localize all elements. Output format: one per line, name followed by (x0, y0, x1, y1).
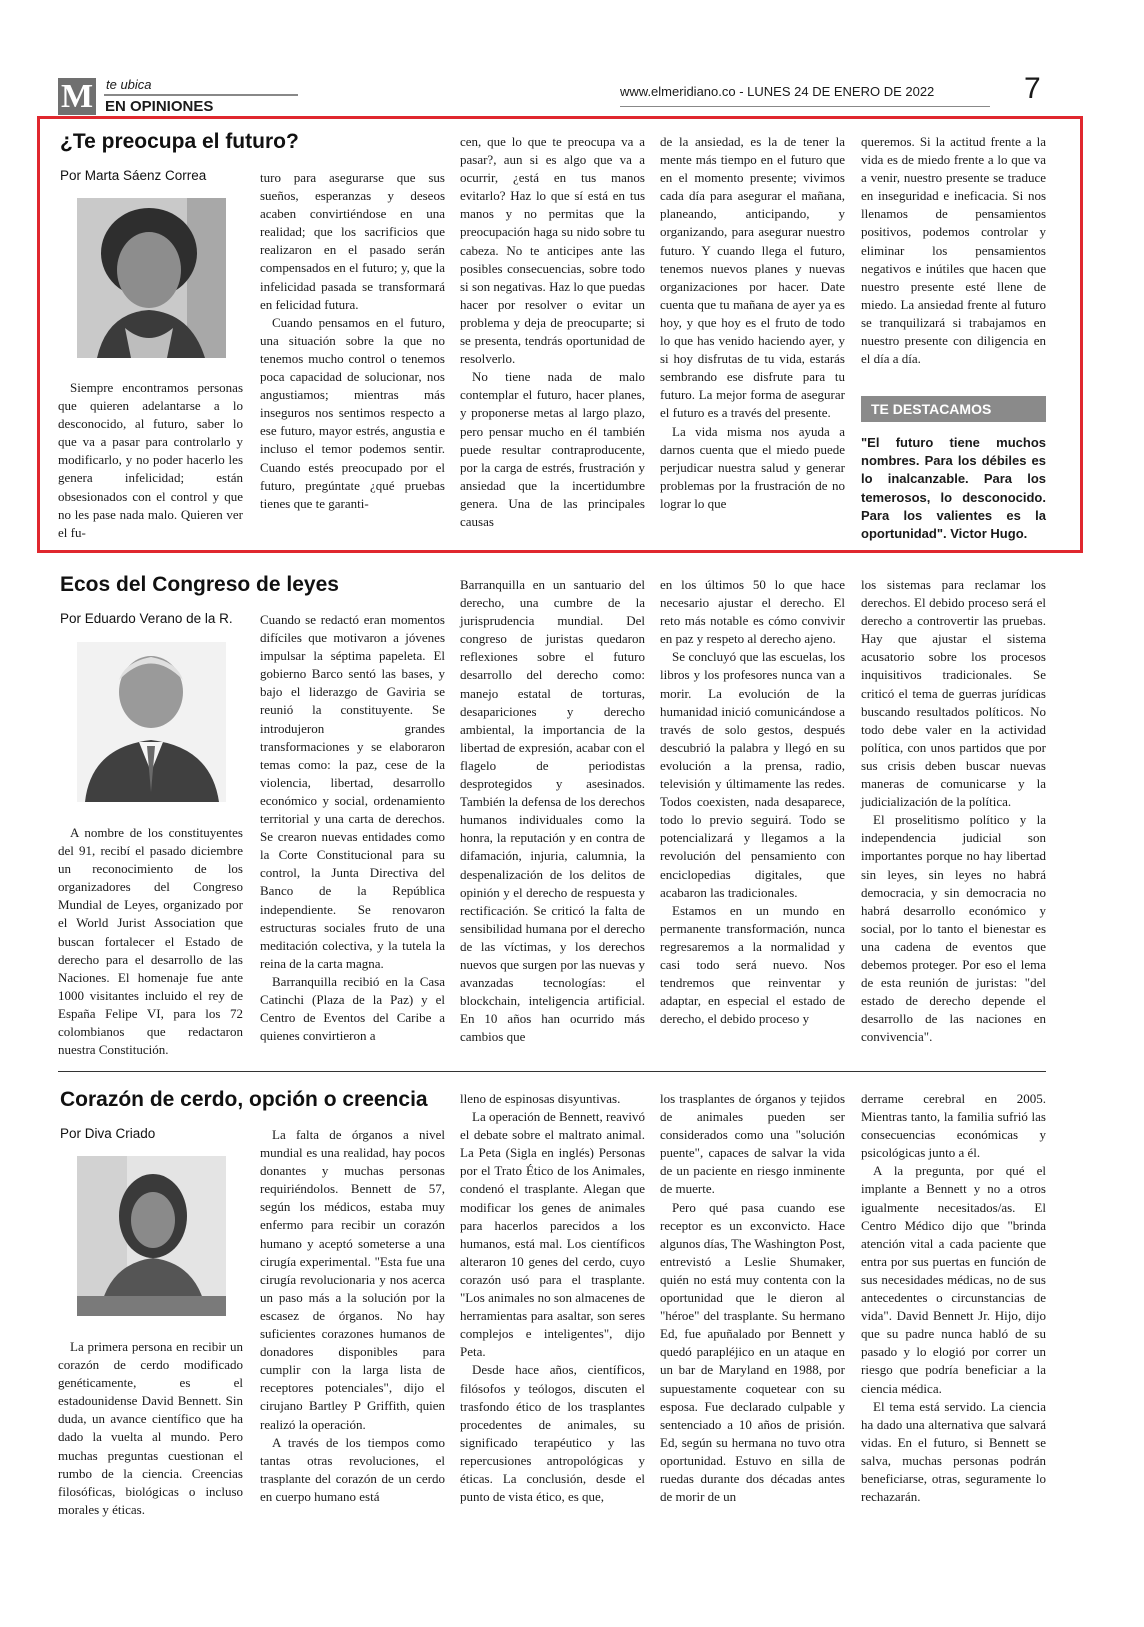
article1-column-4 (660, 133, 845, 513)
paragraph: La operación de Bennett, reavivó el debate sobre el maltrato animal. La Peta (Sigla en inglés) Personas por el Trato Ético de los Animales, condenó el trasplante. Alegan que modificar los genes de animales para hacerlos parecidos a los humanos, está mal. Los científicos alteraron 10 genes del cerdo, cuyo corazón usó para el trasplante. "Los animales no son almacenes de herramientas para asaltar, son seres complejos e inteligentes", dijo Peta. (460, 1109, 645, 1360)
article2-column-5 (861, 576, 1046, 1046)
article1-column-2 (260, 169, 445, 513)
paragraph: A nombre de los constituyentes del 91, recibí el pasado diciembre un reconocimiento de los organizadores del Congreso Mundial de Leyes, organizado por el World Jurist Association que buscan fortalecer el Estado de derecho para el desarrollo de las Naciones. El homenaje fue ante 1000 visitantes incluido el rey de España Felipe VI, para los 72 colombianos que redactaron nuestra Constitución. (58, 825, 243, 1058)
paragraph: No tiene nada de malo contemplar el futuro, hacer planes, y proponerse metas al largo plazo, pero pensar mucho en él también puede resultar contraproducente, por la carga de estrés, frustración y ansiedad que la incertidumbre genera. Una de las principales causas (460, 369, 645, 529)
header-rule (104, 94, 298, 96)
paragraph: lleno de espinosas disyuntivas. (460, 1091, 621, 1106)
paragraph: los trasplantes de órganos y tejidos de animales pueden ser considerados como una "solución puente", capaces de salvar la vida de un paciente en riesgo inminente de muerte. (660, 1091, 845, 1197)
article2-column-1 (58, 824, 243, 1059)
article3-column-5 (861, 1090, 1046, 1506)
paragraph: El tema está servido. La ciencia ha dado una alternativa que salvará vidas. En el futuro, si Bennett se salva, muchas personas podrán beneficiarse, otras, seguramente lo rechazarán. (861, 1398, 1046, 1505)
paragraph: El proselitismo político y la independencia judicial son importantes porque no hay libertad sin leyes, sin leyes no habrá democracia, y sin democracia no habrá desarrollo económico y social, por lo tanto el bienestar es una cadena de eventos que debemos proteger. Por eso el lema de esta reunión de juristas: "del estado de derecho depende el desarrollo de las naciones en convivencia". (861, 812, 1046, 1045)
paragraph: La vida misma nos ayuda a darnos cuenta que el miedo puede perjudicar nuestra salud y generar problemas por la frustración de no lograr lo que (660, 423, 845, 511)
paragraph: A la pregunta, por qué el implante a Bennett y no a otros igualmente necesitados/as. El Centro Médico dijo que "brinda atención vital a cada paciente que entra por sus puertas en función de sus necesidades médicas, no de sus antecedentes o circunstancias de vida". David Bennett Jr. Hijo, dijo que su padre nunca habló de su pasado y lo elogió por correr un riesgo que podría beneficiar a la ciencia médica. (861, 1163, 1046, 1396)
article3-column-1 (58, 1338, 243, 1519)
article2-title: Ecos del Congreso de leyes (60, 573, 339, 596)
section-label: EN OPINIONES (105, 98, 214, 115)
author-photo (77, 1156, 226, 1316)
author-photo (77, 642, 226, 802)
article2-column-2 (260, 611, 445, 1045)
highlight-quote: "El futuro tiene muchos nombres. Para los débiles es lo inalcanzable. Para los temerosos, lo desconocido. Para los valientes es la oportunidad". Victor Hugo. (861, 435, 1046, 542)
article1-byline: Por Marta Sáenz Correa (60, 168, 207, 183)
paragraph: Estamos en un mundo en permanente transformación, nunca regresaremos a la normalidad y casi todo será nuevo. Nos tendremos que reinventar y adaptar, en especial el estado de derecho, el debido proceso y (660, 902, 845, 1027)
paragraph: Barranquilla recibió en la Casa Catinchi (Plaza de la Paz) y el Centro de Eventos del Caribe a quienes convirtieron a (260, 973, 445, 1044)
paragraph: Cuando se redactó eran momentos difíciles que motivaron a jóvenes impulsar la séptima papeleta. El gobierno Barco sentó las bases, y bajo el liderazgo de Gaviria se reunió la constituyente. Se introdujeron grandes transformaciones y se elaboraron temas como: la paz, cese de la violencia, libertad, desarrollo económico y social, ordenamiento territorial y una carta de derechos. Se crearon nuevas entidades como la Corte Constitucional para su control, la Junta Directiva del Banco de la República independiente. Se renovaron estructuras sociales fruto de una meditación colectiva, y la tutela la reina de la carta magna. (260, 612, 445, 971)
paragraph: Desde hace años, científicos, filósofos y teólogos, discuten el trasfondo ético de los trasplantes procedentes de animales, su significado terapéutico y las repercusiones antropológicas y éticas. La conclusión, desde el punto de vista ético, es que, (460, 1362, 645, 1505)
article2-byline: Por Eduardo Verano de la R. (60, 611, 233, 626)
paragraph: de la ansiedad, es la de tener la mente más tiempo en el futuro que en el momento presente; vivimos cada día para asegurar el mañana, planeando, anticipando, y organizando, para asegurar nuestro futuro. Y cuando llega el futuro, tenemos nuevos planes y nuevas organizaciones por hacer. Date cuenta que tu mañana de ayer ya es hoy, y que hoy es el fruto de todo lo que has venido haciendo ayer, y si hoy disfrutas de tu vida, estarás sembrando ese disfrute para tu futuro. La mejor forma de asegurar el futuro es a través del presente. (660, 134, 845, 421)
author-photo-image (77, 642, 226, 802)
article3-column-3 (460, 1090, 645, 1506)
article2-column-3 (460, 576, 645, 1046)
dateline-rule (620, 106, 990, 107)
paragraph: cen, que lo que te preocupa va a pasar?, aun si es algo que va a ocurrir, ¿está en tus manos evitarlo? Haz lo que sí está en tus manos y no permitas que la preocupación haga su nido sobre tu cabeza. No te anticipes ante las posibles consecuencias, sobre todo si son negativas. Haz lo que puedas hacer por resolver o evitar un problema y deja de preocuparte; si se presenta, tendrás oportunidad de resolverlo. (460, 134, 645, 367)
paragraph: derrame cerebral en 2005. Mientras tanto, la familia sufrió las consecuencias económicas y psicológicas junto a él. (861, 1091, 1046, 1161)
article1-column-1 (58, 379, 243, 542)
paragraph: A través de los tiempos como tantas otras revoluciones, el trasplante del corazón de un cerdo en cuerpo humano está (260, 1434, 445, 1504)
dateline: www.elmeridiano.co - LUNES 24 DE ENERO DE 2022 (620, 84, 935, 99)
tagline: te ubica (106, 77, 152, 92)
paragraph: Se concluyó que las escuelas, los libros y los profesores nunca van a morir. La evolución de la humanidad inició comunicándose a través de solo gestos, después descubrió la palabra y llegó en su evolución a la prensa, radio, televisión y últimamente las redes. Todos coexisten, nada desaparece, todo lo previo seguirá. Todo se potencializará y llegamos a la revolución del pensamiento con enciclopedias digitales, que acabaron las tradicionales. (660, 649, 845, 900)
author-photo-image (77, 1156, 226, 1316)
article2-column-4 (660, 576, 845, 1028)
paragraph: La primera persona en recibir un corazón de cerdo modificado genéticamente, es el estadounidense David Bennett. Sin duda, un avance científico que ha dado la vuelta al mundo. Pero muchas preguntas cuestionan el rumbo de la ciencia. Creencias filosóficas, biológicas o incluso morales y éticas. (58, 1339, 243, 1517)
article3-column-2 (260, 1126, 445, 1506)
author-photo (77, 198, 226, 358)
author-photo-image (77, 198, 226, 358)
article3-byline: Por Diva Criado (60, 1126, 156, 1141)
paragraph: Pero qué pasa cuando ese receptor es un exconvicto. Hace algunos días, The Washington Post, entrevistó a Leslie Shumaker, quién no está muy contenta con la oportunidad que le dieron al "héroe" del trasplante. Su hermano Ed, fue apuñalado por Bennett y quedó parapléjico en un ataque en un bar de Maryland en 1988, por supuestamente coquetear con su esposa. Fue declarado culpable y sentenciado a 10 años de prisión. Ed, según su hermana no tuvo otra oportunidad. Estuvo en silla de ruedas durante dos décadas antes de morir de un (660, 1199, 845, 1505)
paragraph: queremos. Si la actitud frente a la vida es de miedo frente a lo que va a venir, nuestro presente se traduce en inseguridad e ineficacia. Si nos llenamos de pensamientos positivos, podemos controlar y eliminar los pensamientos negativos e inútiles que hacen que nuestro presente esté llene de miedo. La ansiedad frente al futuro se tranquilizará si trabajamos en nuestro presente con diligencia en el día a día. (861, 134, 1046, 367)
article3-title: Corazón de cerdo, opción o creencia (60, 1088, 428, 1111)
paragraph: turo para asegurarse que sus sueños, esperanzas y deseos acaben convirtiéndose en una realidad; que los sacrificios que realizaron en el pasado serán compensados en el futuro; y, que la infelicidad pasada se transformará en felicidad futura. (260, 170, 445, 312)
paragraph: Barranquilla en un santuario del derecho, una cumbre de la jurisprudencia mundial. Del congreso de juristas quedaron reflexiones sobre el futuro desarrollo del derecho como: manejo estatal de torturas, desapariciones y derecho ambiental, la importancia de la libertad de expresión, acabar con el flagelo de periodistas desprotegidos y asesinados. También la defensa de los derechos humanos individuales como la honra, la reputación y en contra de difamación, injuria, calumnia, la despenalización de los delitos de opinión y el derecho de respuesta y rectificación. Se criticó la falta de sensibilidad humana por el derecho de las víctimas, y los derechos nuevos que surgen por las nuevas y avanzadas tecnologías: el blockchain, inteligencia artificial. En 10 años han ocurrido más cambios que (460, 577, 645, 1045)
paragraph: en los últimos 50 lo que hace necesario ajustar el derecho. El reto más notable es cómo convivir en paz y respeto al derecho ajeno. (660, 577, 845, 647)
paragraph: los sistemas para reclamar los derechos. El debido proceso será el derecho a controvertir las pruebas. Hay que ajustar el sistema acusatorio sobre los procesos inquisitivos tradicionales. Se criticó el tema de guerras jurídicas buscando resultados políticos. No todo debe valer en la actividad política, con unos partidos que por sus crisis deben buscar nuevas maneras de comunicarse y la judicialización de la política. (861, 577, 1046, 810)
highlight-label: TE DESTACAMOS (861, 396, 1046, 422)
section-divider (58, 1071, 1046, 1072)
article1-title: ¿Te preocupa el futuro? (60, 130, 299, 153)
article1-column-5 (861, 133, 1046, 368)
paragraph: Cuando pensamos en el futuro, una situación sobre la que no tenemos mucho control o tenemos poca capacidad de solucionar, nos angustiamos; mientras más inseguros nos sentimos respecto a ese futuro, mayor estrés, angustia e incluso el temor podemos sentir. Cuando estés preocupado por el futuro, pregúntate ¿qué pruebas tienes que te garanti- (260, 314, 445, 511)
article1-column-3 (460, 133, 645, 531)
page-number: 7 (1024, 72, 1041, 105)
paragraph: La falta de órganos a nivel mundial es una realidad, hay pocos donantes y muchas personas requiriéndolos. Bennett de 57, según los médicos, estaba muy enfermo para recibir un corazón humano y aceptó someterse a una cirugía experimental. "Esta fue una cirugía revolucionaria y nos acerca un paso más a la solución por la escasez de órganos. No hay suficientes corazones humanos de donadores disponibles para cumplir con la larga lista de receptores potenciales", dijo el cirujano Bartley P Griffith, quien realizó la operación. (260, 1127, 445, 1432)
article3-column-4 (660, 1090, 845, 1506)
logo-icon: M (58, 78, 96, 115)
paragraph: Siempre encontramos personas que quieren adelantarse a lo desconocido, al futuro, saber lo que va a pasar para controlarlo y modificarlo, y no poder hacerlo les genera infelicidad; están obsesionados con el control y que no les pase nada malo. Quieren ver el fu- (58, 380, 243, 540)
